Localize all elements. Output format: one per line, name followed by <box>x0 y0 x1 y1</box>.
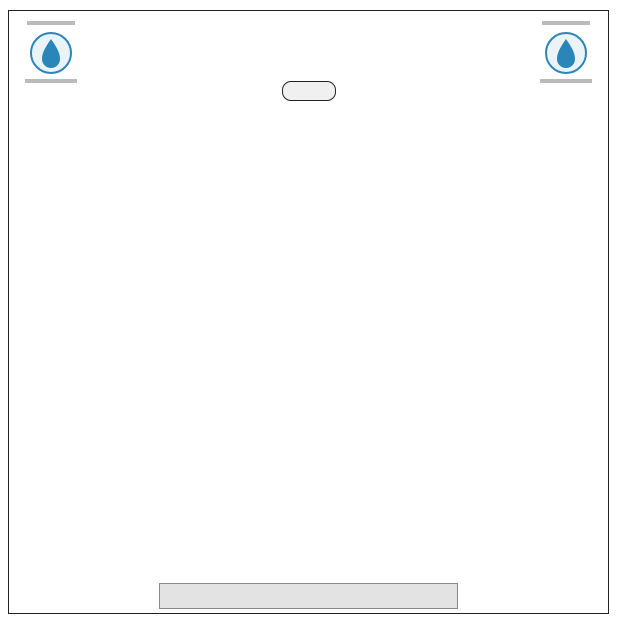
footer-signature <box>159 583 458 609</box>
notice-body <box>23 109 594 579</box>
organization-seal-icon <box>530 15 602 93</box>
notice-frame <box>8 10 609 614</box>
tender-title <box>99 37 518 71</box>
organization-seal-icon <box>15 15 87 93</box>
round-badge <box>282 81 336 101</box>
